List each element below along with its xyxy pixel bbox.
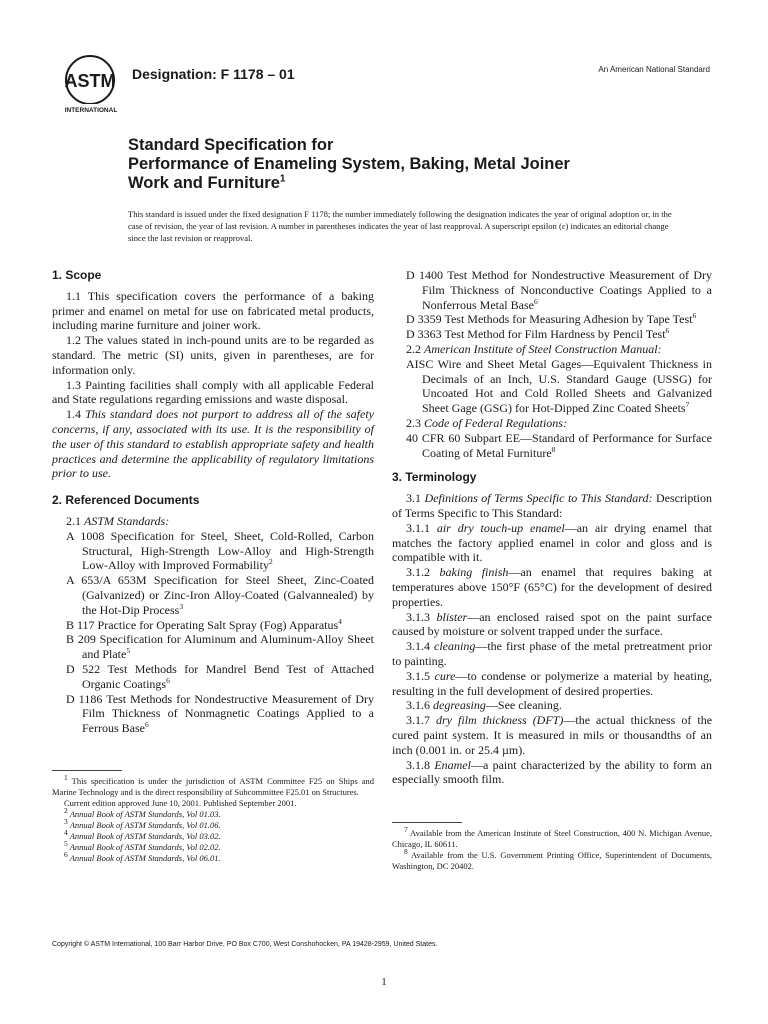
term-name: blister [436,609,468,624]
right-column [392,268,712,787]
term-name: Enamel [434,757,471,772]
footnote-divider [52,770,122,771]
title-line-1: Standard Specification for [128,136,334,154]
ref-item: D 3363 Test Method for Film Hardness by Pencil Test$^6$ [406,326,670,342]
term-definition: 3.1.5 cure—to condense or polymerize a material by heating, resulting in the full development of desired properties. [392,668,712,698]
footnote-divider [392,822,462,823]
footnote: $^4$ Annual Book of ASTM Standards, Vol 03.02. [64,828,221,841]
ref-item: B 117 Practice for Operating Salt Spray (Fog) Apparatus$^4$ [66,616,342,632]
footnote: $^1$ This specification is under the jurisdiction of ASTM Committee F25 on Ships and Marine Technology and is the direct responsibility of Subcommittee F25.01 on Structures. [52,773,374,797]
term-name: dry film thickness (DFT) [436,713,564,728]
scope-1-3: 1.3 Painting facilities shall comply with all applicable Federal and State regulations regarding emissions and waste disposal. [52,377,374,407]
scope-1-2: 1.2 The values stated in inch-pound units are to be regarded as standard. The metric (SI) units, given in parentheses, are for information only. [52,333,374,377]
ref-2-1: 2.1 ASTM Standards: [66,513,170,528]
title-line-3: Work and Furniture$^1$ [128,173,286,192]
ref-item-cfr: 40 CFR 60 Subpart EE—Standard of Performance for Surface Coating of Metal Furniture$^8$ [406,430,712,460]
ref-2-2: 2.2 American Institute of Steel Construction Manual: [406,341,662,356]
title-line-2: Performance of Enameling System, Baking, Metal Joiner [128,155,570,173]
term-definition: 3.1.3 blister—an enclosed raised spot on the paint surface caused by moisture or solvent trapped under the surface. [392,609,713,639]
document-title [128,136,688,193]
term-definition: 3.1.8 Enamel—a paint characterized by the ability to form an especially smooth film. [392,757,712,787]
section-heading-terminology: 3. Terminology [392,470,477,485]
ref-item: D 1186 Test Methods for Nondestructive Measurement of Dry Film Thickness of Nonmagnetic Coatings Applied to a Ferrous Base$^6$ [66,691,374,736]
svg-text:ASTM: ASTM [64,71,116,91]
term-name: cure [434,668,456,683]
footnote: $^2$ Annual Book of ASTM Standards, Vol 01.03. [64,806,221,819]
footnote: Current edition approved June 10, 2001. Published September 2001. [64,798,297,808]
footnote: $^3$ Annual Book of ASTM Standards, Vol 01.06. [64,817,221,830]
footnote: $^5$ Annual Book of ASTM Standards, Vol 02.02. [64,839,221,852]
national-standard-label: An American National Standard [598,65,710,74]
svg-text:INTERNATIONAL: INTERNATIONAL [64,107,118,114]
section-heading-scope: 1. Scope [52,268,102,282]
term-name: baking finish [439,565,509,580]
term-definition: 3.1.7 dry film thickness (DFT)—the actual thickness of the cured paint system. It is measured in mils or thousandths of an inch (0.001 in. or 25.4 µm). [392,713,713,757]
footnotes-left [52,770,374,864]
term-name: degreasing [433,698,486,713]
ref-item: A 1008 Specification for Steel, Sheet, Cold-Rolled, Carbon Structural, High-Strength Low-Alloy and High-Strength Low-Alloy with Improved Formability$^2$ [66,528,374,573]
scope-1-4: 1.4 This standard does not purport to address all of the safety concerns, if any, associated with its use. It is the responsibility of the user of this standard to establish appropriate safety and health practices and determine the applicability of regulatory limitations prior to use. [52,407,374,481]
designation: Designation: F 1178 – 01 [132,66,295,82]
ref-item: D 3359 Test Methods for Measuring Adhesion by Tape Test$^6$ [406,311,697,327]
term-name: cleaning [434,639,476,654]
footnote: $^7$ Available from the American Institute of Steel Construction, 400 N. Michigan Avenue, Chicago, IL 60611. [392,825,712,849]
left-column [52,268,374,736]
footnote: $^8$ Available from the U.S. Government Printing Office, Superintendent of Documents, Washington, DC 20402. [392,847,712,871]
ref-item: B 209 Specification for Aluminum and Aluminum-Alloy Sheet and Plate$^5$ [66,632,374,662]
ref-item: A 653/A 653M Specification for Steel Sheet, Zinc-Coated (Galvanized) or Zinc-Iron Alloy-Coated (Galvannealed) by the Hot-Dip Process$^3$ [66,573,374,617]
footnote: $^6$ Annual Book of ASTM Standards, Vol 06.01. [64,850,221,863]
term-name: air dry touch-up enamel [436,520,565,535]
astm-logo [60,52,122,116]
ref-item: D 1400 Test Method for Nondestructive Measurement of Dry Film Thickness of Nonconductive Coatings Applied to a Nonferrous Metal Base$^6$ [406,268,712,312]
term-definition: 3.1.1 air dry touch-up enamel—an air drying enamel that matches the factory applied enamel in color and gloss and is compatible with it. [392,520,713,565]
ref-item: D 522 Test Methods for Mandrel Bend Test of Attached Organic Coatings$^6$ [66,661,374,691]
page-number: 1 [381,976,387,988]
ref-item-aisc: AISC Wire and Sheet Metal Gages—Equivalent Thickness in Decimals of an Inch, U.S. Standard Gauge (USSG) for Uncoated Hot and Cold Rolled Sheets and Galvanized Sheet Gage (GSG) for Hot-Dipped Zinc Coated Sheets$^7$ [406,356,712,416]
title-footnote-ref: 1 [279,173,286,185]
scope-1-1: 1.1 This specification covers the performance of a baking primer and enamel on metal for use on fabricated metal products, including marine furniture and joiner work. [52,288,374,333]
term-definition: 3.1.6 degreasing—See cleaning. [406,698,562,713]
term-definition: 3.1.4 cleaning—the first phase of the metal pretreatment prior to painting. [392,639,712,668]
term-3-1: 3.1 Definitions of Terms Specific to This Standard: Description of Terms Specific to This Standard: [392,491,712,520]
term-definition: 3.1.2 baking finish—an enamel that requires baking at temperatures above 150°F (65°C) for the development of desired properties. [392,565,712,609]
copyright-notice: Copyright © ASTM International, 100 Barr Harbor Drive, PO Box C700, West Conshohocken, PA 19428-2959, United States. [52,941,438,948]
intro-note: This standard is issued under the fixed designation F 1178; the number immediately following the designation indicates the year of original adoption or, in the case of revision, the year of last revision. A number in parentheses indicates the year of last reapproval. A superscript epsilon (ε) indicates an editorial change since the last revision or reapproval. [128,209,672,243]
section-heading-referenced-documents: 2. Referenced Documents [52,493,200,508]
footnotes-right [392,822,712,872]
ref-2-3: 2.3 Code of Federal Regulations: [406,415,567,430]
